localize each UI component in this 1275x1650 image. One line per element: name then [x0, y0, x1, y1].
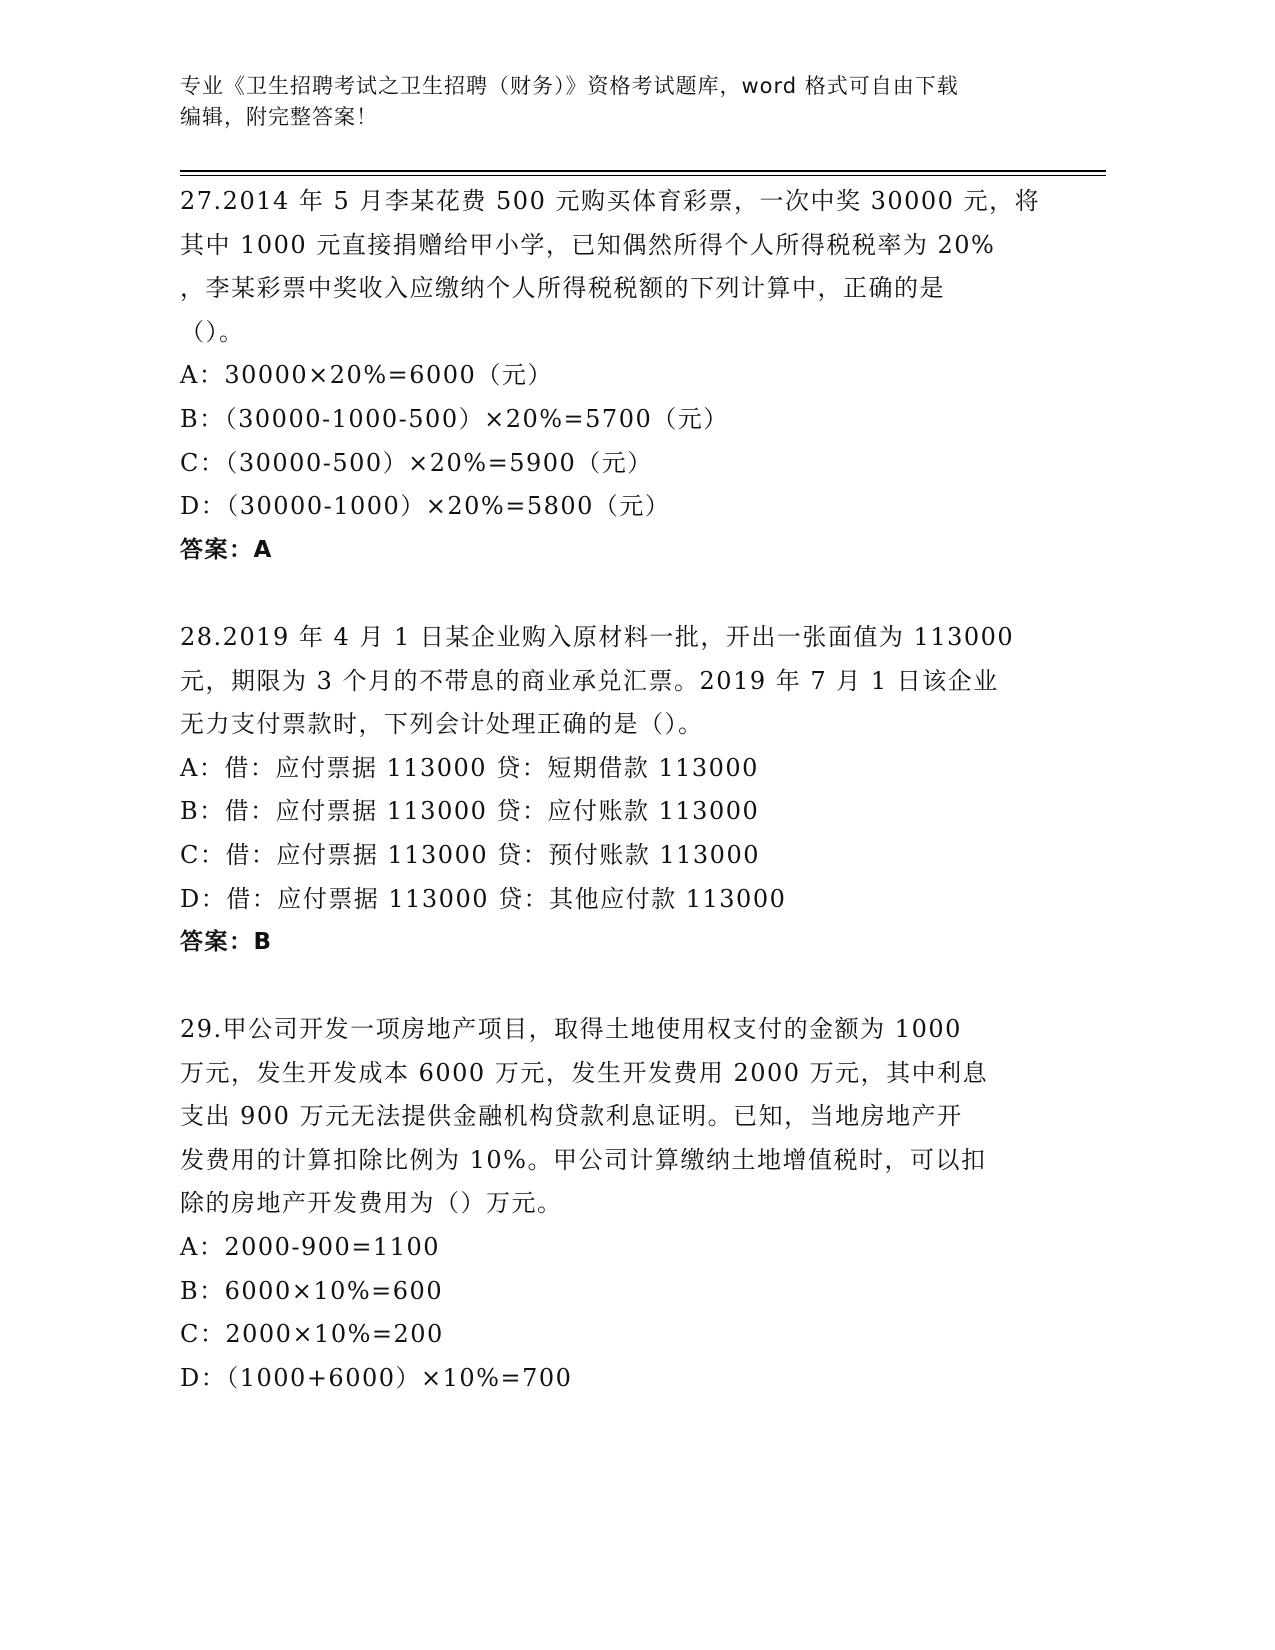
question-stem: 支出 900 万元无法提供金融机构贷款利息证明。已知，当地房地产开	[180, 1102, 963, 1131]
header-divider	[180, 170, 1106, 172]
header-divider-thin	[180, 175, 1106, 176]
question-stem: 元，期限为 3 个月的不带息的商业承兑汇票。2019 年 7 月 1 日该企业	[180, 666, 999, 695]
document-header	[180, 71, 1040, 133]
option-d: D：（30000-1000）×20%=5800（元）	[180, 492, 671, 521]
question-stem: （）。	[180, 317, 245, 346]
question-29	[180, 1008, 1060, 1400]
question-stem: ，李某彩票中奖收入应缴纳个人所得税税额的下列计算中，正确的是	[180, 274, 945, 303]
question-stem: 万元，发生开发成本 6000 万元，发生开发费用 2000 万元，其中利息	[180, 1058, 989, 1087]
option-c: C：2000×10%=200	[180, 1320, 444, 1349]
option-a: A：借：应付票据 113000 贷：短期借款 113000	[180, 753, 759, 782]
option-d: D：借：应付票据 113000 贷：其他应付款 113000	[180, 884, 787, 913]
option-d: D：（1000+6000）×10%=700	[180, 1363, 573, 1392]
question-stem: 29.甲公司开发一项房地产项目，取得土地使用权支付的金额为 1000	[180, 1015, 962, 1043]
question-stem: 除的房地产开发费用为（）万元。	[180, 1189, 563, 1218]
header-line: 编辑，附完整答案！	[180, 105, 378, 129]
question-stem: 28.2019 年 4 月 1 日某企业购入原材料一批，开出一张面值为 113000	[180, 623, 1015, 651]
question-stem: 其中 1000 元直接捐赠给甲小学，已知偶然所得个人所得税税率为 20%	[180, 230, 996, 259]
option-b: B：借：应付票据 113000 贷：应付账款 113000	[180, 797, 760, 826]
question-stem: 发费用的计算扣除比例为 10%。甲公司计算缴纳土地增值税时，可以扣	[180, 1145, 987, 1174]
question-stem: 27.2014 年 5 月李某花费 500 元购买体育彩票，一次中奖 30000 元，将	[180, 187, 1041, 215]
question-stem: 无力支付票款时，下列会计处理正确的是（）。	[180, 710, 704, 739]
option-c: C：（30000-500）×20%=5900（元）	[180, 448, 653, 477]
question-28	[180, 616, 1060, 965]
answer: 答案：B	[180, 929, 273, 956]
answer: 答案：A	[180, 536, 273, 563]
option-a: A：2000-900=1100	[180, 1232, 441, 1261]
question-27	[180, 180, 1060, 572]
option-b: B：（30000-1000-500）×20%=5700（元）	[180, 404, 729, 433]
header-line: 专业《卫生招聘考试之卫生招聘（财务）》资格考试题库，word 格式可自由下载	[180, 74, 959, 98]
option-c: C：借：应付票据 113000 贷：预付账款 113000	[180, 840, 760, 869]
option-b: B：6000×10%=600	[180, 1276, 444, 1305]
option-a: A：30000×20%=6000（元）	[180, 361, 553, 390]
